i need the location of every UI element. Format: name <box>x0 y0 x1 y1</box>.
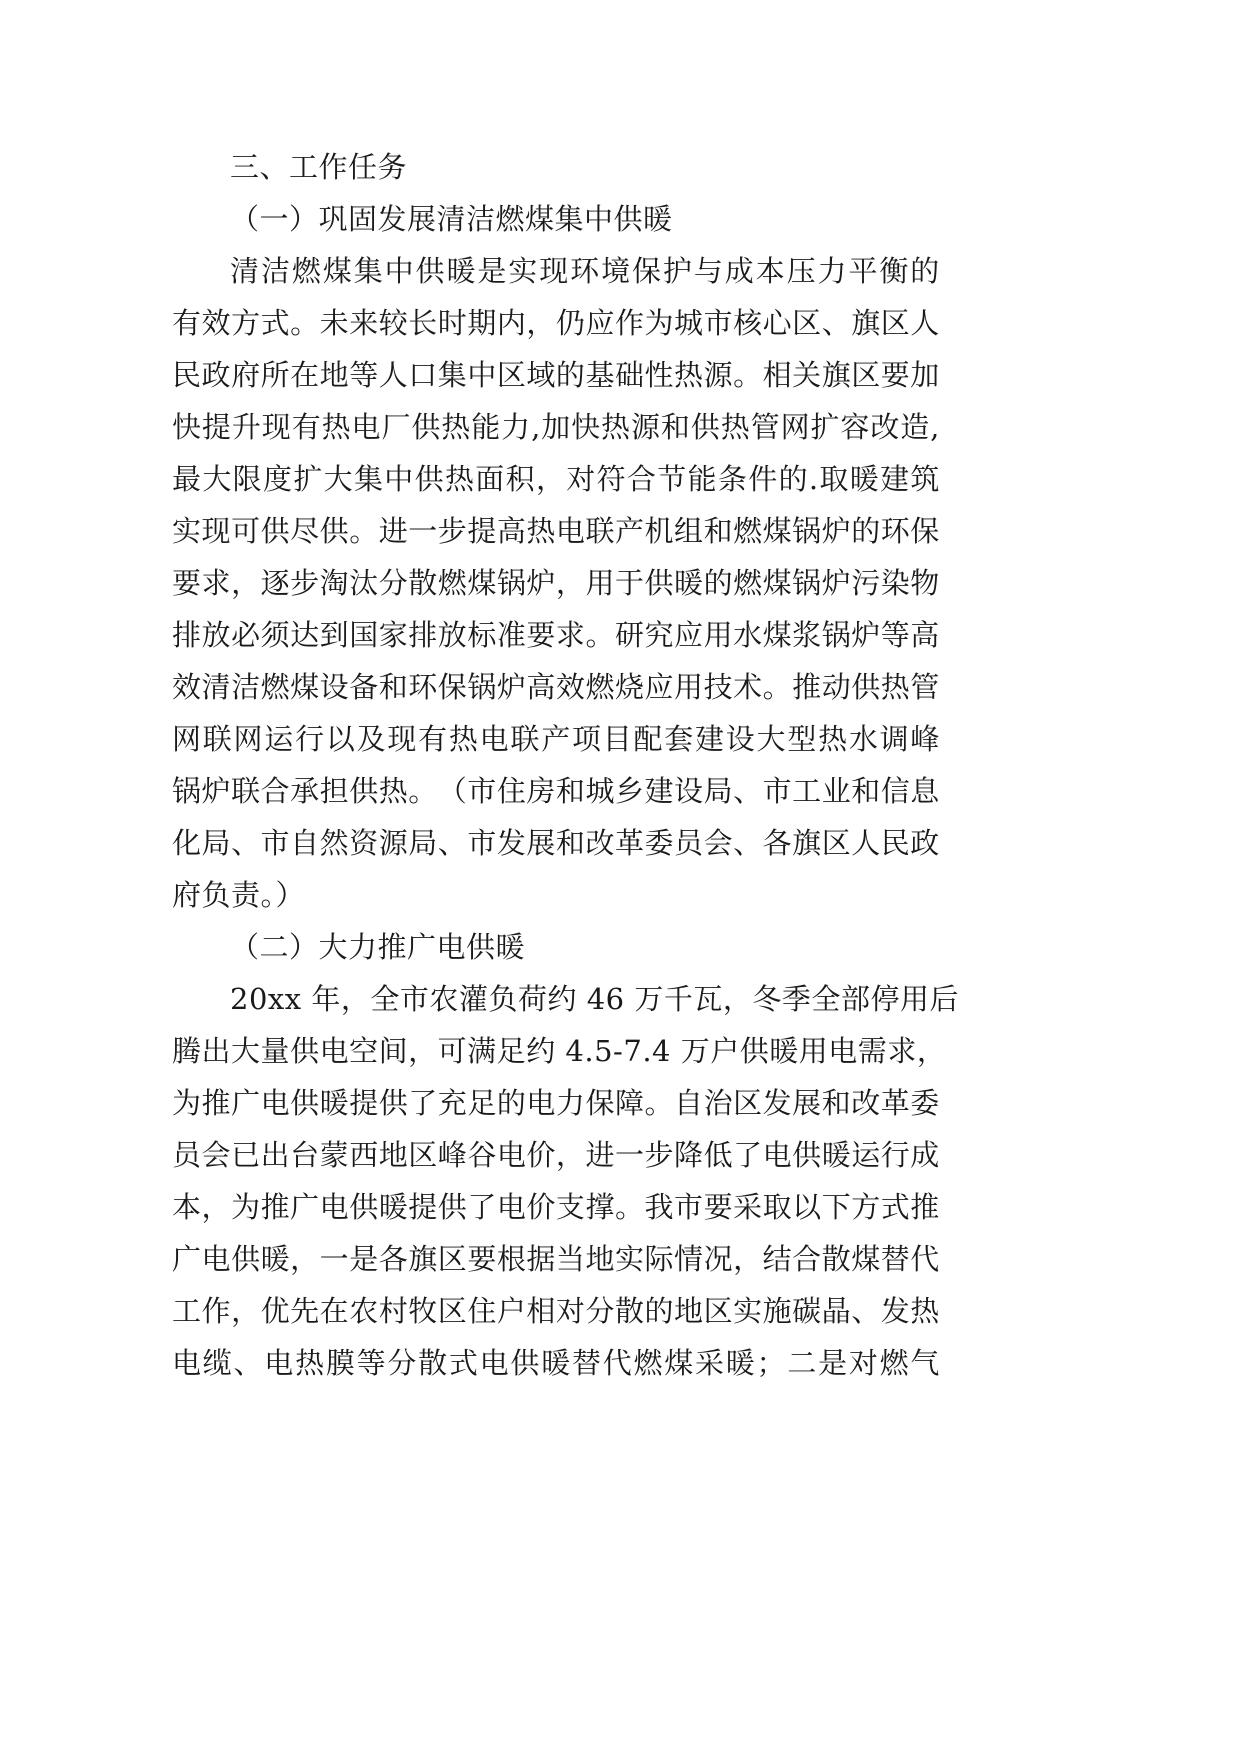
paragraph-line: 网 联 网 运 行 以 及 现 有 热 电 联 产 项 目 配 套 建 设 大 型 热 水 调 峰 <box>172 722 940 756</box>
paragraph-line: 本 ， 为 推 广 电 供 暖 提 供 了 电 价 支 撑 。 我 市 要 采 取 以 下 方 式 推 <box>172 1190 940 1224</box>
paragraph-line: 排 放 必 须 达 到 国 家 排 放 标 准 要 求 。 研 究 应 用 水 煤 浆 锅 炉 等 高 <box>172 618 940 652</box>
paragraph-line: 化 局 、 市 自 然 资 源 局 、 市 发 展 和 改 革 委 员 会 、 各 旗 区 人 民 政 <box>172 826 940 860</box>
paragraph-line: 最 大 限 度 扩 大 集 中 供 热 面 积 ， 对 符 合 节 能 条 件 的 . 取 暖 建 筑 <box>172 462 940 496</box>
paragraph-line: 工 作 ， 优 先 在 农 村 牧 区 住 户 相 对 分 散 的 地 区 实 施 碳 晶 、 发 热 <box>172 1294 940 1328</box>
paragraph-line: 清 洁 燃 煤 集 中 供 暖 是 实 现 环 境 保 护 与 成 本 压 力 平 衡 的 <box>230 254 940 288</box>
paragraph-line: 电 缆 、 电 热 膜 等 分 散 式 电 供 暖 替 代 燃 煤 采 暖 ； 二 是 对 燃 气 <box>172 1346 940 1380</box>
paragraph-line: 有 效 方 式 。 未 来 较 长 时 期 内 ， 仍 应 作 为 城 市 核 心 区 、 旗 区 人 <box>172 306 940 340</box>
paragraph-line: 要 求 ， 逐 步 淘 汰 分 散 燃 煤 锅 炉 ， 用 于 供 暖 的 燃 煤 锅 炉 污 染 物 <box>172 566 940 600</box>
section-heading: 三、工作任务 <box>230 150 408 184</box>
paragraph-line: 快 提 升 现 有 热 电 厂 供 热 能 力 , 加 快 热 源 和 供 热 管 网 扩 容 改 造 , <box>172 410 940 444</box>
paragraph-line: 腾 出 大 量 供 电 空 间 ， 可 满 足 约 4 . 5 - 7 . 4 万 户 供 暖 用 电 需 求 ， <box>172 1034 947 1068</box>
paragraph-line: 民 政 府 所 在 地 等 人 口 集 中 区 域 的 基 础 性 热 源 。 相 关 旗 区 要 加 <box>172 358 940 392</box>
paragraph-line: 效 清 洁 燃 煤 设 备 和 环 保 锅 炉 高 效 燃 烧 应 用 技 术 。 推 动 供 热 管 <box>172 670 940 704</box>
paragraph-line: 为 推 广 电 供 暖 提 供 了 充 足 的 电 力 保 障 。 自 治 区 发 展 和 改 革 委 <box>172 1086 940 1120</box>
sub-heading-consolidate-coal-heating: （一）巩固发展清洁燃煤集中供暖 <box>230 202 673 236</box>
sub-heading-electric-heating: （二）大力推广电供暖 <box>230 930 526 964</box>
paragraph-line: 锅 炉 联 合 承 担 供 热 。 （ 市 住 房 和 城 乡 建 设 局 、 市 工 业 和 信 息 <box>172 774 940 808</box>
paragraph-line: 员 会 已 出 台 蒙 西 地 区 峰 谷 电 价 ， 进 一 步 降 低 了 电 供 暖 运 行 成 <box>172 1138 940 1172</box>
paragraph-line: 府负责。） <box>172 878 306 912</box>
paragraph-line: 广 电 供 暖 ， 一 是 各 旗 区 要 根 据 当 地 实 际 情 况 ， 结 合 散 煤 替 代 <box>172 1242 940 1276</box>
paragraph-line: 实 现 可 供 尽 供 。 进 一 步 提 高 热 电 联 产 机 组 和 燃 煤 锅 炉 的 环 保 <box>172 514 940 548</box>
paragraph-line: 2 0 x x 年 ， 全 市 农 灌 负 荷 约 4 6 万 千 瓦 ， 冬 季 全 部 停 用 后 <box>230 982 959 1016</box>
